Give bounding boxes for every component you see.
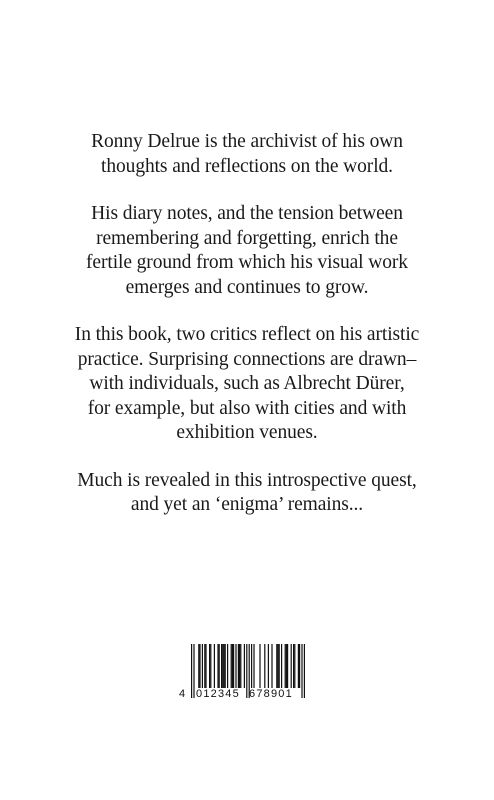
barcode-bar	[285, 644, 286, 688]
barcode-bar	[277, 644, 278, 688]
barcode-bar	[198, 644, 199, 688]
barcode-bar	[222, 644, 223, 688]
barcode-bar	[287, 644, 288, 688]
barcode-guard-bar	[191, 644, 192, 698]
barcode-bar	[221, 644, 222, 688]
barcode-bar	[235, 644, 236, 688]
barcode-bar	[298, 644, 299, 688]
barcode-bar	[281, 644, 282, 688]
barcode-bar	[231, 644, 232, 688]
barcode-bar	[291, 644, 292, 688]
barcode-bar	[244, 644, 245, 688]
barcode-right-digits: 678901	[249, 688, 293, 700]
isbn-barcode	[179, 644, 311, 702]
blurb-line: Much is revealed in this introspective quest,	[77, 469, 417, 491]
barcode-bar	[199, 644, 200, 688]
blurb-line: practice. Surprising connections are drawn–	[77, 348, 417, 370]
blurb-text	[40, 130, 454, 541]
barcode-bar	[253, 644, 254, 688]
barcode-bar	[214, 644, 215, 688]
barcode-left-digits: 012345	[196, 688, 240, 700]
barcode-guard-bar	[301, 644, 302, 698]
barcode-bar	[204, 644, 205, 688]
barcode-bar	[205, 644, 206, 688]
barcode-bar	[294, 644, 295, 688]
barcode-first-digit: 4	[179, 688, 187, 700]
barcode-bar	[233, 644, 234, 688]
blurb-line: fertile ground from which his visual work	[86, 252, 408, 273]
blurb-line: thoughts and reflections on the world.	[101, 155, 393, 177]
barcode-bar	[259, 644, 260, 688]
barcode-bar	[227, 644, 228, 688]
barcode-bar	[217, 644, 218, 688]
barcode-bar	[238, 644, 239, 688]
blurb-paragraph-3	[40, 323, 454, 446]
blurb-paragraph-4	[40, 469, 454, 518]
barcode-bar	[286, 644, 287, 688]
blurb-paragraph-1	[40, 130, 454, 179]
blurb-line: remembering and forgetting, enrich the	[96, 227, 398, 249]
barcode-bar	[268, 644, 269, 688]
barcode-bar	[299, 644, 300, 688]
blurb-line: and yet an ‘enigma’ remains...	[130, 494, 364, 515]
barcode-bar	[202, 644, 203, 688]
barcode-guard-bar	[193, 644, 194, 698]
barcode-bar	[219, 644, 220, 688]
blurb-line: Ronny Delrue is the archivist of his own	[91, 131, 403, 152]
barcode-bar	[232, 644, 233, 688]
blurb-paragraph-2	[40, 202, 454, 300]
blurb-line: emerges and continues to grow.	[125, 276, 369, 298]
barcode-bar	[223, 644, 224, 688]
barcode-bar	[293, 644, 294, 688]
barcode-bar	[276, 644, 277, 688]
barcode-bar	[251, 644, 252, 688]
barcode-bar	[239, 644, 240, 688]
barcode-bar	[279, 644, 280, 688]
barcode-guard-bar	[246, 644, 247, 698]
barcode-bar	[225, 644, 226, 688]
barcode-bar	[271, 644, 272, 688]
barcode-guard-bar	[304, 644, 305, 698]
blurb-line: for example, but also with cities and with	[87, 397, 407, 419]
blurb-line: His diary notes, and the tension between	[91, 203, 403, 224]
blurb-line: with individuals, such as Albrecht Dürer,	[89, 373, 405, 394]
barcode-bar	[264, 644, 265, 688]
blurb-line: In this book, two critics reflect on his artistic	[74, 324, 420, 345]
barcode-bar	[240, 644, 241, 688]
barcode-bar	[210, 644, 211, 688]
barcode-bar	[209, 644, 210, 688]
blurb-line: exhibition venues.	[176, 422, 318, 443]
